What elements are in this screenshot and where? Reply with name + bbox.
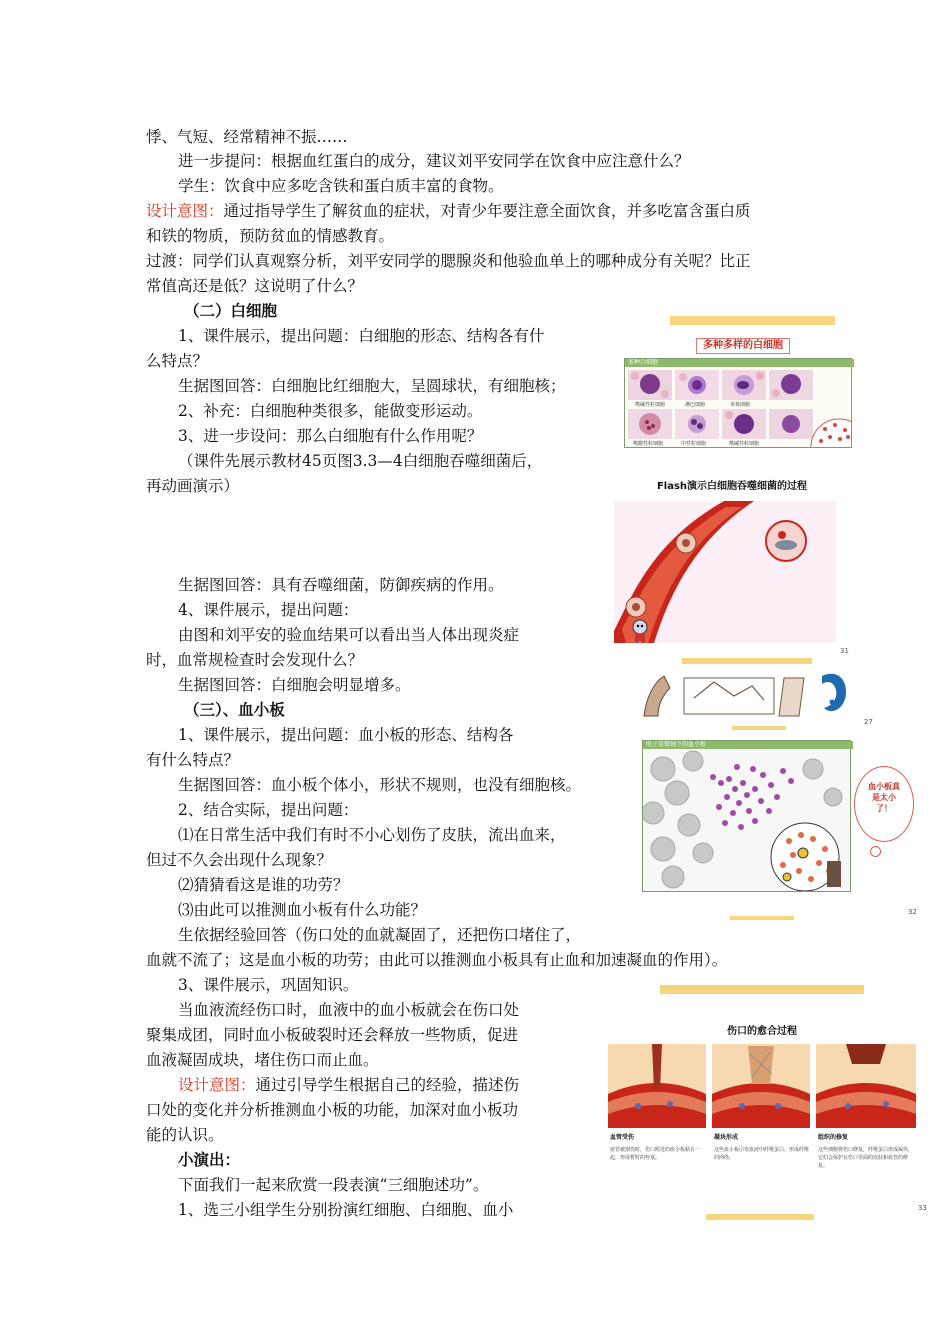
section-heading: （三）、血小板 — [184, 700, 285, 719]
cell-label: 嗜碱性粒细胞 — [635, 402, 666, 408]
cell-label: 单核细胞 — [730, 402, 751, 408]
paragraph-line: 生据图回答：白细胞比红细胞大，呈圆球状，有细胞核； — [178, 377, 566, 395]
wbc-micrographs — [625, 367, 851, 447]
paragraph-line: （课件先展示教材45页图3.3—4白细胞吞噬细菌后， — [178, 452, 543, 470]
wbc-panel-label: 多种白细胞 — [625, 359, 854, 367]
wound-caption: 这些血小板引发血液中纤维蛋白，形成纤维的网络。 — [714, 1147, 810, 1161]
paragraph-line: 下面我们一起来欣赏一段表演“三细胞述功”。 — [178, 1176, 489, 1194]
slide-banner — [730, 916, 794, 920]
flash-slide — [614, 477, 850, 657]
paragraph-line: 设计意图：通过指导学生了解贫血的症状，对青少年要注意全面饮食，并多吃富含蛋白质 — [146, 202, 751, 220]
paragraph-line: 悸、气短、经常精神不振…… — [146, 128, 348, 146]
paragraph-line: 有什么特点？ — [146, 751, 240, 769]
wound-caption: 血管被割伤时，伤口附近的血小板粘在一起，形成暂时的栓塞。 — [610, 1147, 701, 1161]
paragraph-line: 时，血常规检查时会发现什么？ — [146, 651, 364, 669]
wound-panel-label: 血管受伤 — [610, 1134, 635, 1141]
paragraph-line: 学生：饮食中应多吃含铁和蛋白质丰富的食物。 — [178, 177, 504, 195]
paragraph-line: 4、课件展示，提出问题： — [178, 601, 359, 619]
paragraph-line: 过渡：同学们认真观察分析，刘平安同学的腮腺炎和他验血单上的哪种成分有关呢？比正 — [146, 252, 751, 270]
paragraph-line: 再动画演示） — [146, 477, 240, 495]
slide-page-number: 33 — [918, 1204, 927, 1212]
speech-bubble — [854, 766, 914, 842]
paragraph-line: 血液凝固成块，堵住伤口而止血。 — [146, 1051, 379, 1069]
paragraph-line: 1、课件展示，提出问题：白细胞的形态、结构各有什 — [178, 327, 545, 345]
paragraph-line: 生依据经验回答（伤口处的血就凝固了，还把伤口堵住了， — [178, 926, 582, 944]
slide-page-number: 27 — [864, 718, 873, 726]
wbc-slide — [622, 316, 850, 446]
cartoon-illustration — [624, 668, 854, 718]
cartoon-cell-icon — [633, 620, 647, 643]
paragraph-line: 但过不久会出现什么现象？ — [146, 851, 333, 869]
paragraph-line: 聚集成团，同时血小板破裂时还会释放一些物质，促进 — [146, 1026, 519, 1044]
paragraph-line: 2、补充：白细胞种类很多，能做变形运动。 — [178, 402, 483, 420]
platelet-panel-label: 电子显微镜下的血小板 — [643, 741, 853, 749]
slide-banner — [660, 985, 864, 994]
design-intent-label: 设计意图： — [146, 202, 224, 220]
paragraph-line: ⑴在日常生活中我们有时不小心划伤了皮肤，流出血来， — [178, 826, 566, 844]
wbc-panel — [624, 358, 852, 448]
wound-slide-title: 伤口的愈合过程 — [727, 1026, 797, 1037]
paragraph-line: 1、选三小组学生分别扮演红细胞、白细胞、血小 — [178, 1201, 514, 1219]
platelet-slide — [642, 738, 922, 920]
paragraph-line: 设计意图：通过引导学生根据自己的经验，描述伤 — [178, 1076, 520, 1094]
platelet-panel — [642, 740, 851, 892]
paragraph-line: 么特点？ — [146, 352, 209, 370]
paragraph-line: ⑶由此可以推测血小板有什么功能？ — [178, 901, 427, 919]
paragraph-line: 由图和刘平安的验血结果可以看出当人体出现炎症 — [178, 626, 520, 644]
slide-page-number: 32 — [908, 908, 917, 916]
flash-slide-title: Flash演示白细胞吞噬细菌的过程 — [656, 481, 808, 492]
paragraph-line: 生据图回答：具有吞噬细菌，防御疾病的作用。 — [178, 576, 504, 594]
wound-panel-label: 组织的修复 — [818, 1134, 849, 1141]
paragraph-line: 口处的变化并分析推测血小板的功能，加深对血小板功 — [146, 1101, 519, 1119]
cell-label: 嗜碱性粒细胞 — [729, 441, 760, 447]
speech-bubble-text: 血小板真是太小了！ — [868, 782, 900, 813]
paragraph-line: 当血液流经伤口时，血液中的血小板就会在伤口处 — [178, 1001, 520, 1019]
section-heading: 小演出： — [178, 1150, 241, 1169]
paragraph-line: 常值高还是低？这说明了什么？ — [146, 277, 364, 295]
paragraph-line: 能的认识。 — [146, 1126, 224, 1144]
cell-label: 嗜酸性粒细胞 — [633, 441, 664, 447]
paragraph-line: 血就不流了；这是血小板的功劳；由此可以推测血小板具有止血和加速凝血的作用）。 — [146, 951, 728, 969]
cell-label: 中性粒细胞 — [681, 441, 707, 447]
cartoon-slide — [624, 656, 874, 728]
wound-slide — [606, 982, 928, 1224]
paragraph-line: 和铁的物质，预防贫血的情感教育。 — [146, 227, 395, 245]
wound-caption: 这些细胞将伤口修复，纤维蛋白形成凝块，它们会保护在伤口里面的皮肤和血管的修复。 — [818, 1147, 914, 1169]
paragraph-line: 进一步提问：根据血红蛋白的成分，建议刘平安同学在饮食中应注意什么？ — [178, 152, 690, 170]
paragraph-line: 2、结合实际，提出问题： — [178, 801, 359, 819]
flash-animation-frame — [614, 501, 836, 643]
paragraph-line: ⑵猜猜看这是谁的功劳？ — [178, 876, 349, 894]
slide-banner — [732, 726, 786, 730]
slide-banner — [670, 316, 835, 325]
slide-page-number: 31 — [840, 647, 849, 655]
platelet-micrograph — [643, 749, 850, 891]
slide-banner — [682, 658, 812, 664]
paragraph-line: 生据图回答：血小板个体小，形状不规则，也没有细胞核。 — [178, 776, 582, 794]
wound-panels — [608, 1044, 916, 1128]
bubble-dot — [870, 846, 881, 857]
section-heading: （二）白细胞 — [184, 301, 278, 320]
design-intent-label: 设计意图： — [178, 1076, 256, 1094]
paragraph-line: 3、进一步设问：那么白细胞有什么作用呢？ — [178, 427, 483, 445]
paragraph-line: 生据图回答：白细胞会明显增多。 — [178, 676, 411, 694]
wound-panel-label: 凝块形成 — [714, 1134, 739, 1141]
wbc-slide-title: 多种多样的白细胞 — [696, 338, 790, 354]
cell-label: 淋巴细胞 — [685, 402, 706, 408]
slide-banner — [706, 1214, 814, 1220]
paragraph-line: 1、课件展示，提出问题：血小板的形态、结构各 — [178, 726, 514, 744]
paragraph-line: 3、课件展示，巩固知识。 — [178, 976, 359, 994]
